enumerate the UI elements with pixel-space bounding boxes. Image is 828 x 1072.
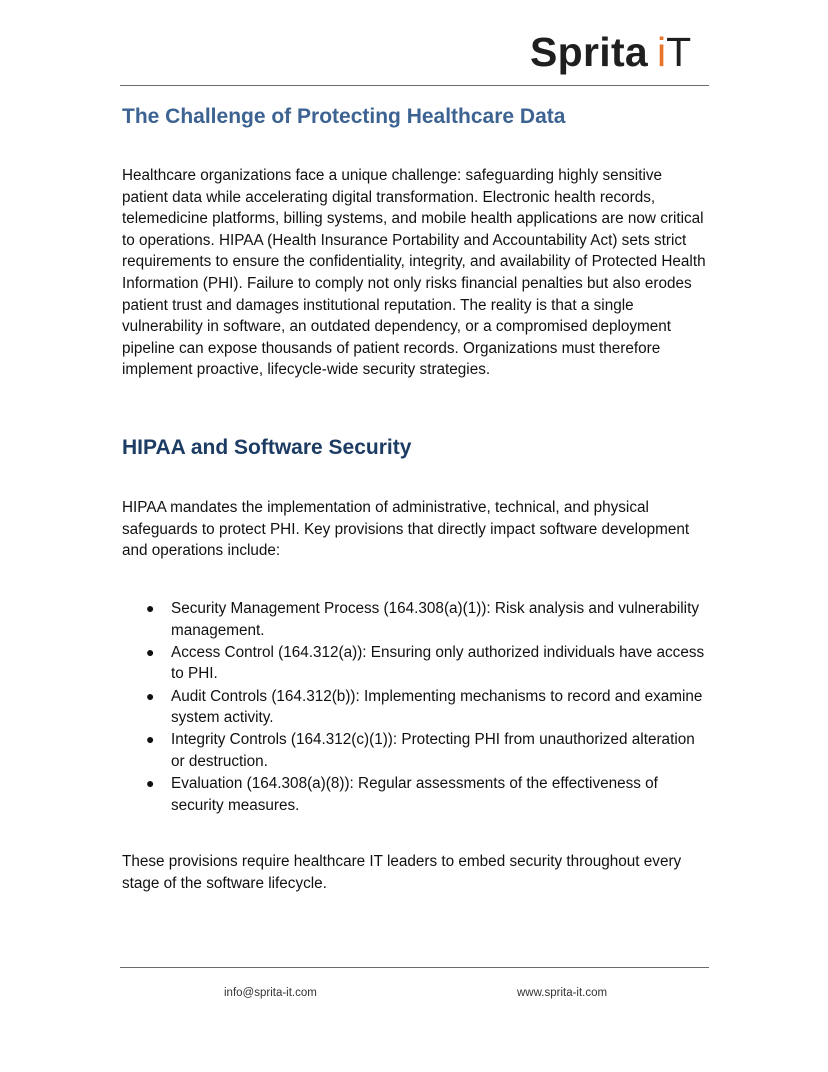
bullet-icon: ● — [146, 687, 155, 704]
list-item-text: Audit Controls (164.312(b)): Implementing mechanisms to record and examine system activity. — [171, 687, 703, 727]
header-divider — [120, 85, 709, 86]
footer-website-link[interactable]: www.sprita-it.com — [517, 987, 608, 999]
footer-divider — [120, 967, 709, 968]
list-item — [122, 598, 712, 641]
bullet-icon: ● — [146, 731, 155, 748]
logo-text-sprita: Sprita — [530, 29, 648, 75]
bullet-icon: ● — [146, 643, 155, 660]
hipaa-provisions-list — [122, 598, 712, 817]
conclusion-paragraph: These provisions require healthcare IT leaders to embed security throughout every stage of the software lifecycle. — [122, 853, 682, 892]
list-item-text: Evaluation (164.308(a)(8)): Regular assessments of the effectiveness of security measures. — [171, 775, 658, 814]
footer-email-link[interactable]: info@sprita-it.com — [224, 987, 317, 999]
list-item — [122, 686, 712, 729]
list-item — [122, 773, 712, 816]
logo-text-t: T — [666, 29, 692, 75]
challenge-paragraph: Healthcare organizations face a unique challenge: safeguarding highly sensitive patient data while accelerating digital transformation. Electronic health records, telemedicine platforms, billing systems, and mobile health applications are now critical to operations. HIPAA (Health Insurance Portability and Accountability Act) sets strict requirements to ensure the confidentiality, integrity, and availability of Protected Health Information (PHI). Failure to comply not only risks financial penalties but also erodes patient trust and damages institutional reputation. The reality is that a single vulnerability in software, an outdated dependency, or a compromised deployment pipeline can expose thousands of patient records. Organizations must therefore implement proactive, lifecycle-wide security strategies. — [122, 167, 706, 379]
list-item-text: Access Control (164.312(a)): Ensuring only authorized individuals have access to PHI. — [171, 643, 705, 683]
logo-text-i: i — [657, 29, 667, 75]
company-logo — [530, 30, 691, 74]
list-item-text: Security Management Process (164.308(a)(1)): Risk analysis and vulnerability management. — [171, 600, 699, 639]
list-item — [122, 729, 712, 772]
list-item — [122, 642, 712, 685]
section-heading-hipaa: HIPAA and Software Security — [122, 436, 412, 459]
section-heading-challenge: The Challenge of Protecting Healthcare Data — [122, 105, 566, 128]
hipaa-intro-paragraph: HIPAA mandates the implementation of administrative, technical, and physical safeguards to protect PHI. Key provisions that directly impact software development and operations include: — [122, 499, 690, 560]
list-item-text: Integrity Controls (164.312(c)(1)): Protecting PHI from unauthorized alteration or destruction. — [171, 731, 695, 770]
bullet-icon: ● — [146, 600, 155, 616]
bullet-icon: ● — [146, 775, 155, 792]
